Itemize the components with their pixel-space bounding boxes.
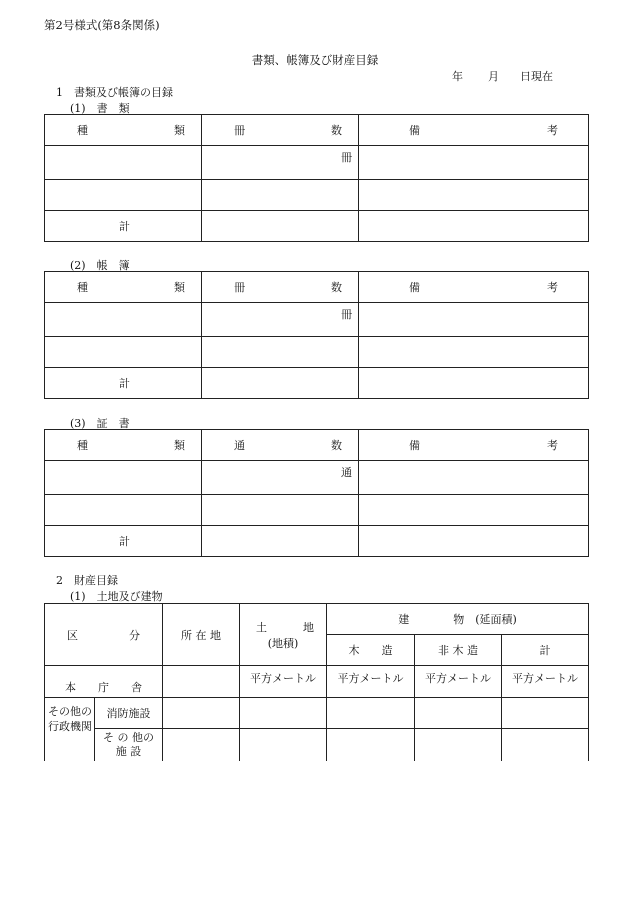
kind-cell[interactable] <box>45 337 202 368</box>
header-remarks: 備 考 <box>359 272 589 303</box>
total-remarks-cell[interactable] <box>359 368 589 399</box>
other-facility-non-wooden-cell[interactable] <box>415 729 502 761</box>
main-office-land-cell[interactable]: 平方メートル <box>240 666 327 698</box>
other-facility-wooden-cell[interactable] <box>327 729 415 761</box>
total-quantity-cell[interactable] <box>202 211 359 242</box>
row-other-facility: そ の 他の 施 設 <box>95 729 163 761</box>
kind-cell[interactable] <box>45 303 202 337</box>
header-quantity: 冊 数 <box>202 115 359 146</box>
remarks-cell[interactable] <box>359 495 589 526</box>
header-wooden: 木 造 <box>327 635 415 666</box>
row-main-office: 本 庁 舎 <box>45 666 163 698</box>
date-year-label: 年 <box>452 70 463 83</box>
header-quantity: 冊 数 <box>202 272 359 303</box>
certificates-caption: (3) 証 書 <box>70 417 130 430</box>
ledgers-caption: (2) 帳 簿 <box>70 259 130 272</box>
main-office-non-wooden-cell[interactable]: 平方メートル <box>415 666 502 698</box>
kind-cell[interactable] <box>45 180 202 211</box>
form-number: 第2号様式(第8条関係) <box>44 18 160 32</box>
header-remarks: 備 考 <box>359 430 589 461</box>
row-other-org-label: その他の行政機関 <box>45 698 95 761</box>
row-fire-facility: 消防施設 <box>95 698 163 729</box>
header-kind: 種 類 <box>45 430 202 461</box>
remarks-cell[interactable] <box>359 180 589 211</box>
header-building-total: 計 <box>502 635 589 666</box>
total-label: 計 <box>45 368 202 399</box>
other-facility-land-cell[interactable] <box>240 729 327 761</box>
certificates-table <box>44 429 589 557</box>
quantity-cell[interactable]: 通 <box>202 461 359 495</box>
as-of-date <box>452 68 553 84</box>
document-title: 書類、帳簿及び財産目録 <box>251 53 379 67</box>
header-kind: 種 類 <box>45 115 202 146</box>
header-kind: 種 類 <box>45 272 202 303</box>
books-table <box>44 114 589 242</box>
fire-total-cell[interactable] <box>502 698 589 729</box>
main-office-location-cell[interactable] <box>163 666 240 698</box>
fire-wooden-cell[interactable] <box>327 698 415 729</box>
total-quantity-cell[interactable] <box>202 368 359 399</box>
other-facility-total-cell[interactable] <box>502 729 589 761</box>
remarks-cell[interactable] <box>359 303 589 337</box>
other-facility-location-cell[interactable] <box>163 729 240 761</box>
fire-location-cell[interactable] <box>163 698 240 729</box>
quantity-cell[interactable]: 冊 <box>202 303 359 337</box>
header-building: 建 物 (延面積) <box>327 604 589 635</box>
date-month-label: 月 <box>488 70 499 83</box>
remarks-cell[interactable] <box>359 337 589 368</box>
remarks-cell[interactable] <box>359 461 589 495</box>
kind-cell[interactable] <box>45 495 202 526</box>
section2-title: 2 財産目録 <box>56 574 118 587</box>
remarks-cell[interactable] <box>359 146 589 180</box>
total-label: 計 <box>45 211 202 242</box>
ledgers-table <box>44 271 589 399</box>
date-day-label: 日現在 <box>520 70 553 83</box>
section1-title: 1 書類及び帳簿の目録 <box>56 86 173 99</box>
main-office-wooden-cell[interactable]: 平方メートル <box>327 666 415 698</box>
header-location: 所 在 地 <box>163 604 240 666</box>
header-division: 区 分 <box>45 604 163 666</box>
kind-cell[interactable] <box>45 461 202 495</box>
header-non-wooden: 非 木 造 <box>415 635 502 666</box>
books-caption: (1) 書 類 <box>70 102 130 115</box>
kind-cell[interactable] <box>45 146 202 180</box>
quantity-cell[interactable]: 冊 <box>202 146 359 180</box>
total-remarks-cell[interactable] <box>359 526 589 557</box>
total-quantity-cell[interactable] <box>202 526 359 557</box>
header-quantity: 通 数 <box>202 430 359 461</box>
header-land: 土 地 (地積) <box>240 604 327 666</box>
land-building-table <box>44 603 589 761</box>
header-remarks: 備 考 <box>359 115 589 146</box>
total-remarks-cell[interactable] <box>359 211 589 242</box>
main-office-total-cell[interactable]: 平方メートル <box>502 666 589 698</box>
total-label: 計 <box>45 526 202 557</box>
quantity-cell[interactable] <box>202 180 359 211</box>
land-building-caption: (1) 土地及び建物 <box>70 590 163 603</box>
fire-non-wooden-cell[interactable] <box>415 698 502 729</box>
fire-land-cell[interactable] <box>240 698 327 729</box>
quantity-cell[interactable] <box>202 337 359 368</box>
quantity-cell[interactable] <box>202 495 359 526</box>
